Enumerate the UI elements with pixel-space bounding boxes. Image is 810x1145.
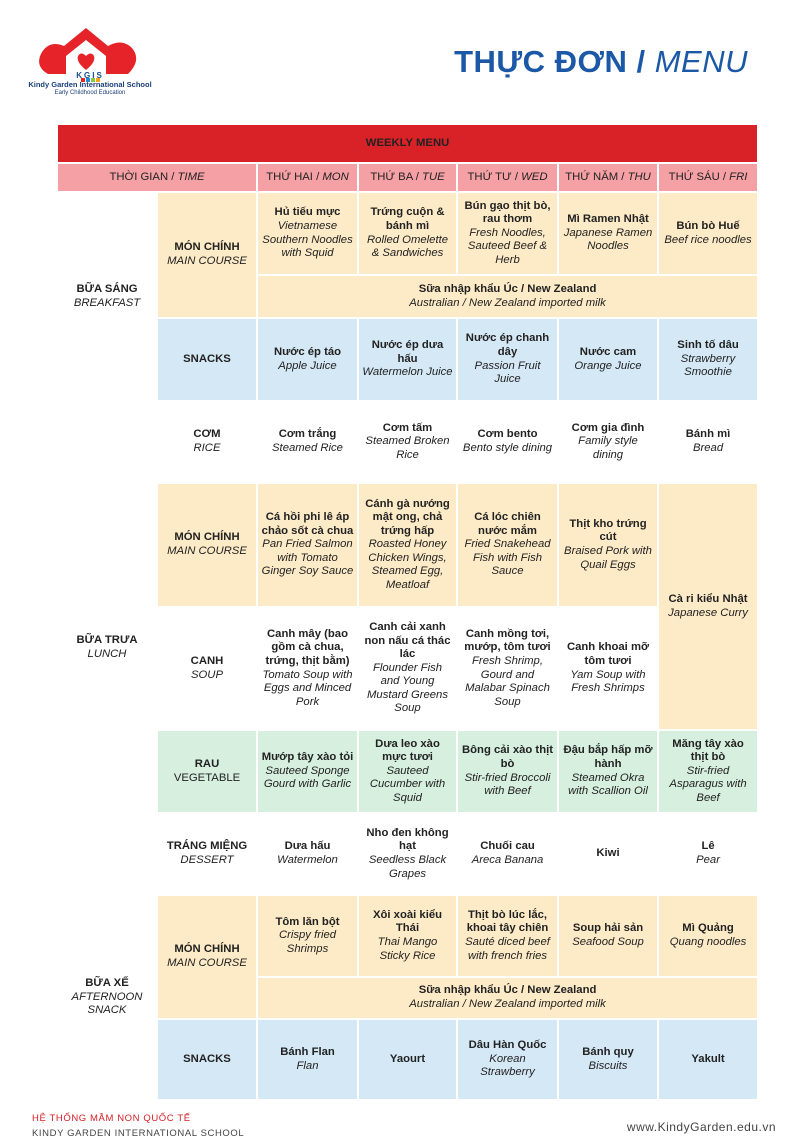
afternoon-main-thu: Soup hải sản Seafood Soup: [558, 895, 658, 977]
afternoon-snack-tue: Yaourt: [358, 1019, 457, 1100]
category-dessert: TRÁNG MIỆNG DESSERT: [157, 813, 257, 895]
breakfast-snack-thu: Nước cam Orange Juice: [558, 318, 658, 401]
lunch-dessert-thu: Kiwi: [558, 813, 658, 895]
weekly-menu-table: [56, 123, 759, 1101]
category-vegetable: RAU VEGETABLE: [157, 730, 257, 813]
days-header-row: [57, 163, 758, 192]
meal-afternoon-snack: BỮA XẾ AFTERNOON SNACK: [57, 895, 157, 1100]
table-title: WEEKLY MENU: [57, 124, 758, 163]
category-soup: CANH SOUP: [157, 607, 257, 730]
afternoon-snack-fri: Yakult: [658, 1019, 758, 1100]
lunch-veg-mon: Mướp tây xào tỏi Sauteed Sponge Gourd with Garlic: [257, 730, 358, 813]
day-header-tue: THỨ BA / TUE: [358, 163, 457, 192]
lunch-veg-wed: Bông cải xào thịt bò Stir-fried Broccoli with Beef: [457, 730, 558, 813]
logo-school-name: Kindy Garden International School: [28, 80, 152, 89]
lunch-main-fri: Cà ri kiểu Nhật Japanese Curry: [658, 483, 758, 730]
afternoon-snack-wed: Dâu Hàn Quốc Korean Strawberry: [457, 1019, 558, 1100]
category-main-course: MÓN CHÍNH MAIN COURSE: [157, 192, 257, 318]
lunch-main-wed: Cá lóc chiên nước mắm Fried Snakehead Fish with Fish Sauce: [457, 483, 558, 607]
breakfast-snack-mon: Nước ép táo Apple Juice: [257, 318, 358, 401]
lunch-rice-thu: Cơm gia đình Family style dining: [558, 401, 658, 483]
afternoon-main-fri: Mì Quảng Quang noodles: [658, 895, 758, 977]
logo-kgis: KGIS: [76, 71, 104, 80]
afternoon-main-tue: Xôi xoài kiểu Thái Thai Mango Sticky Rice: [358, 895, 457, 977]
page-title-en: MENU: [654, 44, 748, 79]
page-title-vi: THỰC ĐƠN /: [454, 44, 646, 79]
breakfast-snack-fri: Sinh tố dâu Strawberry Smoothie: [658, 318, 758, 401]
lunch-soup-wed: Canh mồng tơi, mướp, tôm tươi Fresh Shrimp, Gourd and Malabar Spinach Soup: [457, 607, 558, 730]
afternoon-snack-thu: Bánh quy Biscuits: [558, 1019, 658, 1100]
category-main-course: MÓN CHÍNH MAIN COURSE: [157, 895, 257, 1019]
page-title: [454, 44, 748, 80]
afternoon-snack-mon: Bánh Flan Flan: [257, 1019, 358, 1100]
category-snacks: SNACKS: [157, 1019, 257, 1100]
logo-text: [20, 72, 160, 96]
day-header-fri: THỨ SÁU / FRI: [658, 163, 758, 192]
meal-breakfast: BỮA SÁNG BREAKFAST: [57, 192, 157, 401]
lunch-soup-mon: Canh mây (bao gồm cà chua, trứng, thịt bằm) Tomato Soup with Eggs and Minced Pork: [257, 607, 358, 730]
breakfast-main-mon: Hủ tiếu mực Vietnamese Southern Noodles with Squid: [257, 192, 358, 275]
logo-subtitle: Early Childhood Education: [54, 89, 126, 96]
day-header-wed: THỨ TƯ / WED: [457, 163, 558, 192]
breakfast-main-wed: Bún gạo thịt bò, rau thơm Fresh Noodles, Sauteed Beef & Herb: [457, 192, 558, 275]
lunch-main-mon: Cá hồi phi lê áp chảo sốt cà chua Pan Fried Salmon with Tomato Ginger Soy Sauce: [257, 483, 358, 607]
category-main-course: MÓN CHÍNH MAIN COURSE: [157, 483, 257, 607]
lunch-rice-wed: Cơm bento Bento style dining: [457, 401, 558, 483]
day-header-mon: THỨ HAI / MON: [257, 163, 358, 192]
lunch-dessert-mon: Dưa hấu Watermelon: [257, 813, 358, 895]
category-rice: CƠM RICE: [157, 401, 257, 483]
lunch-soup-tue: Canh cải xanh non nấu cá thác lác Flounder Fish and Young Mustard Greens Soup: [358, 607, 457, 730]
breakfast-snack-tue: Nước ép dưa hấu Watermelon Juice: [358, 318, 457, 401]
footer-website-link[interactable]: www.KindyGarden.edu.vn: [626, 1120, 776, 1134]
day-header-thu: THỨ NĂM / THU: [558, 163, 658, 192]
lunch-soup-thu: Canh khoai mỡ tôm tươi Yam Soup with Fresh Shrimps: [558, 607, 658, 730]
lunch-veg-tue: Dưa leo xào mực tươi Sauteed Cucumber with Squid: [358, 730, 457, 813]
lunch-rice-fri: Bánh mì Bread: [658, 401, 758, 483]
lunch-dessert-wed: Chuối cau Areca Banana: [457, 813, 558, 895]
category-snacks: SNACKS: [157, 318, 257, 401]
lunch-main-tue: Cánh gà nướng mật ong, chả trứng hấp Roasted Honey Chicken Wings, Steamed Egg, Meatloaf: [358, 483, 457, 607]
lunch-rice-tue: Cơm tấm Steamed Broken Rice: [358, 401, 457, 483]
breakfast-main-fri: Bún bò Huế Beef rice noodles: [658, 192, 758, 275]
time-header: THỜI GIAN / TIME: [57, 163, 257, 192]
lunch-main-thu: Thịt kho trứng cút Braised Pork with Quail Eggs: [558, 483, 658, 607]
breakfast-main-tue: Trứng cuộn & bánh mì Rolled Omelette & Sandwiches: [358, 192, 457, 275]
breakfast-main-thu: Mì Ramen Nhật Japanese Ramen Noodles: [558, 192, 658, 275]
lunch-veg-fri: Măng tây xào thịt bò Stir-fried Asparagus with Beef: [658, 730, 758, 813]
lunch-rice-mon: Cơm trắng Steamed Rice: [257, 401, 358, 483]
afternoon-main-mon: Tôm lăn bột Crispy fried Shrimps: [257, 895, 358, 977]
breakfast-snack-wed: Nước ép chanh dây Passion Fruit Juice: [457, 318, 558, 401]
lunch-dessert-tue: Nho đen không hạt Seedless Black Grapes: [358, 813, 457, 895]
afternoon-main-wed: Thịt bò lúc lắc, khoai tây chiên Sauté diced beef with french fries: [457, 895, 558, 977]
afternoon-milk: Sữa nhập khẩu Úc / New Zealand Australian / New Zealand imported milk: [257, 977, 758, 1019]
lunch-veg-thu: Đậu bắp hấp mỡ hành Steamed Okra with Scallion Oil: [558, 730, 658, 813]
meal-lunch: BỮA TRƯA LUNCH: [57, 401, 157, 895]
footer-school-en: KINDY GARDEN INTERNATIONAL SCHOOL: [32, 1128, 245, 1139]
breakfast-milk: Sữa nhập khẩu Úc / New Zealand Australian / New Zealand imported milk: [257, 275, 758, 318]
footer-school-vi: HỆ THỐNG MẦM NON QUỐC TẾ: [32, 1113, 191, 1124]
lunch-dessert-fri: Lê Pear: [658, 813, 758, 895]
